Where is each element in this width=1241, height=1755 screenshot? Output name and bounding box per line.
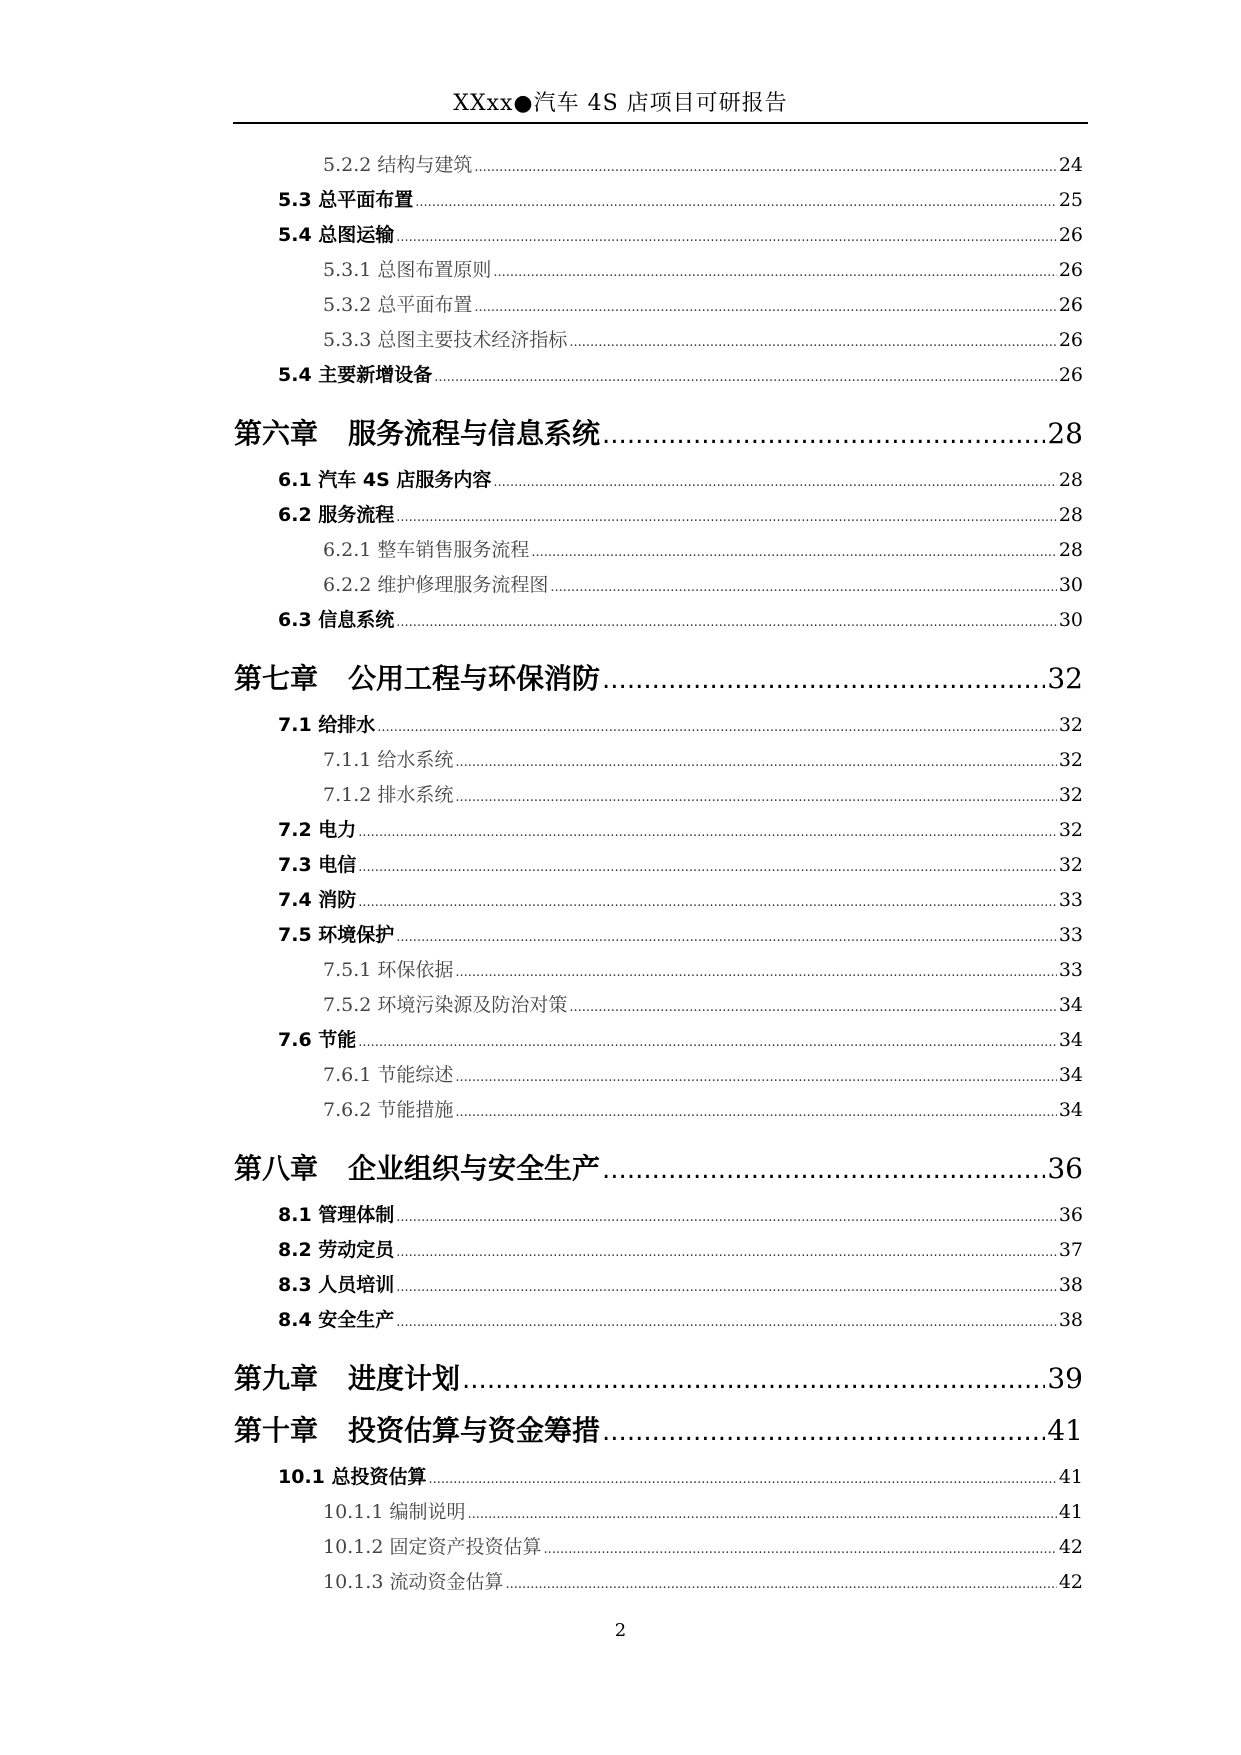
toc-leader-dots: [358, 1035, 1057, 1048]
toc-leader-dots: [377, 720, 1057, 733]
toc-page-number: 24: [1058, 154, 1083, 176]
toc-page-number: 34: [1058, 994, 1083, 1016]
toc-subsection[interactable]: [323, 150, 1083, 177]
toc-leader-dots: [550, 580, 1056, 593]
toc-page-number: 38: [1058, 1309, 1083, 1331]
toc-leader-dots: [434, 370, 1057, 383]
toc-leader-dots: [358, 860, 1057, 873]
toc-page-number: 36: [1058, 1204, 1083, 1226]
toc-page-number: 30: [1058, 574, 1083, 596]
toc-label: 6.2.1 整车销售服务流程: [323, 539, 530, 561]
toc-leader-dots: [358, 895, 1057, 908]
toc-label: 7.5 环境保护: [278, 924, 395, 946]
toc-page-number: 26: [1058, 364, 1083, 386]
toc-page-number: 30: [1058, 609, 1083, 631]
toc-page-number: 34: [1058, 1029, 1083, 1051]
toc-subsection[interactable]: [323, 780, 1083, 807]
toc-leader-dots: [543, 1542, 1056, 1555]
toc-leader-dots: [396, 510, 1057, 523]
toc-page-number: 32: [1058, 714, 1083, 736]
toc-leader-dots: [455, 1105, 1056, 1118]
toc-section[interactable]: [278, 1025, 1083, 1052]
toc-label: 5.3.3 总图主要技术经济指标: [323, 329, 568, 351]
toc-section[interactable]: [278, 815, 1083, 842]
toc-page-number: 32: [1058, 854, 1083, 876]
toc-leader-dots: [569, 1000, 1056, 1013]
toc-section[interactable]: [278, 710, 1083, 737]
toc-section[interactable]: [278, 220, 1083, 247]
toc-label: 7.1.1 给水系统: [323, 749, 454, 771]
toc-label: 公用工程与环保消防: [348, 662, 601, 695]
toc-leader-dots: [474, 300, 1056, 313]
toc-leader-dots: [396, 1280, 1057, 1293]
toc-subsection[interactable]: [323, 1567, 1083, 1594]
toc-subsection[interactable]: [323, 990, 1083, 1017]
toc-subsection[interactable]: [323, 1095, 1083, 1122]
toc-leader-dots: [602, 665, 1045, 691]
toc-section[interactable]: [278, 920, 1083, 947]
toc-leader-dots: [455, 755, 1056, 768]
toc-chapter-number: 第十章: [234, 1414, 319, 1447]
toc-label: 7.1.2 排水系统: [323, 784, 454, 806]
toc-leader-dots: [396, 1315, 1057, 1328]
toc-section[interactable]: [278, 1270, 1083, 1297]
toc-chapter[interactable]: [234, 1409, 1083, 1449]
toc-subsection[interactable]: [323, 290, 1083, 317]
toc-chapter[interactable]: [234, 1357, 1083, 1397]
toc-label: 10.1 总投资估算: [278, 1466, 427, 1488]
toc-page-number: 32: [1047, 662, 1083, 695]
toc-label: 8.2 劳动定员: [278, 1239, 395, 1261]
toc-section[interactable]: [278, 185, 1083, 212]
running-header: XXxx●汽车 4S 店项目可研报告: [453, 91, 788, 116]
toc-label: 7.3 电信: [278, 854, 357, 876]
toc-section[interactable]: [278, 360, 1083, 387]
toc-page-number: 37: [1058, 1239, 1083, 1261]
toc-subsection[interactable]: [323, 1532, 1083, 1559]
toc-leader-dots: [569, 335, 1056, 348]
toc-leader-dots: [455, 790, 1056, 803]
toc-label: 进度计划: [348, 1362, 461, 1395]
toc-label: 5.4 总图运输: [278, 224, 395, 246]
toc-page-number: 28: [1047, 417, 1083, 450]
toc-label: 6.3 信息系统: [278, 609, 395, 631]
toc-page-number: 26: [1058, 224, 1083, 246]
toc-leader-dots: [455, 1070, 1056, 1083]
toc-chapter-number: 第六章: [234, 417, 319, 450]
toc-leader-dots: [602, 420, 1045, 446]
toc-leader-dots: [505, 1577, 1056, 1590]
page-number: 2: [614, 1620, 627, 1641]
toc-subsection[interactable]: [323, 955, 1083, 982]
toc-label: 7.2 电力: [278, 819, 357, 841]
toc-page-number: 41: [1047, 1414, 1083, 1447]
toc-label: 6.2 服务流程: [278, 504, 395, 526]
toc-label: 5.2.2 结构与建筑: [323, 154, 473, 176]
toc-chapter-number: 第九章: [234, 1362, 319, 1395]
toc-page-number: 42: [1058, 1536, 1083, 1558]
toc-leader-dots: [455, 965, 1056, 978]
toc-leader-dots: [462, 1365, 1045, 1391]
toc-label: 7.5.1 环保依据: [323, 959, 454, 981]
toc-chapter[interactable]: [234, 412, 1083, 452]
toc-label: 7.4 消防: [278, 889, 357, 911]
toc-label: 投资估算与资金筹措: [348, 1414, 601, 1447]
toc-label: 7.6.1 节能综述: [323, 1064, 454, 1086]
toc-label: 5.4 主要新增设备: [278, 364, 433, 386]
toc-chapter-number: 第七章: [234, 662, 319, 695]
toc-section[interactable]: [278, 850, 1083, 877]
toc-page-number: 34: [1058, 1064, 1083, 1086]
toc-page-number: 38: [1058, 1274, 1083, 1296]
toc-page-number: 28: [1058, 539, 1083, 561]
toc-label: 6.2.2 维护修理服务流程图: [323, 574, 549, 596]
toc-leader-dots: [396, 1245, 1057, 1258]
toc-label: 企业组织与安全生产: [348, 1152, 601, 1185]
toc-page-number: 25: [1058, 189, 1083, 211]
toc-page-number: 26: [1058, 259, 1083, 281]
toc-page-number: 32: [1058, 749, 1083, 771]
toc-subsection[interactable]: [323, 535, 1083, 562]
toc-leader-dots: [415, 195, 1057, 208]
toc-leader-dots: [396, 230, 1057, 243]
toc-page-number: 36: [1047, 1152, 1083, 1185]
toc-leader-dots: [493, 265, 1056, 278]
toc-section[interactable]: [278, 1462, 1083, 1489]
toc-label: 10.1.3 流动资金估算: [323, 1571, 504, 1593]
toc-page-number: 32: [1058, 784, 1083, 806]
toc-label: 7.6.2 节能措施: [323, 1099, 454, 1121]
toc-section[interactable]: [278, 605, 1083, 632]
toc-label: 5.3.1 总图布置原则: [323, 259, 492, 281]
toc-page-number: 26: [1058, 294, 1083, 316]
toc-page-number: 33: [1058, 924, 1083, 946]
toc-label: 7.6 节能: [278, 1029, 357, 1051]
toc-leader-dots: [396, 1210, 1057, 1223]
toc-leader-dots: [474, 160, 1056, 173]
toc-page-number: 41: [1058, 1501, 1083, 1523]
toc-leader-dots: [493, 475, 1056, 488]
toc-section[interactable]: [278, 465, 1083, 492]
toc-leader-dots: [396, 615, 1057, 628]
toc-page-number: 26: [1058, 329, 1083, 351]
toc-page-number: 32: [1058, 819, 1083, 841]
toc-chapter-number: 第八章: [234, 1152, 319, 1185]
toc-leader-dots: [531, 545, 1056, 558]
toc-leader-dots: [467, 1507, 1056, 1520]
toc-section[interactable]: [278, 500, 1083, 527]
toc-subsection[interactable]: [323, 1497, 1083, 1524]
toc-leader-dots: [602, 1155, 1045, 1181]
toc-subsection[interactable]: [323, 325, 1083, 352]
toc-subsection[interactable]: [323, 745, 1083, 772]
toc-label: 7.5.2 环境污染源及防治对策: [323, 994, 568, 1016]
toc-label: 服务流程与信息系统: [348, 417, 601, 450]
toc-subsection[interactable]: [323, 1060, 1083, 1087]
toc-label: 8.3 人员培训: [278, 1274, 395, 1296]
toc-page-number: 33: [1058, 959, 1083, 981]
toc-label: 10.1.1 编制说明: [323, 1501, 466, 1523]
toc-leader-dots: [396, 930, 1057, 943]
toc-label: 8.4 安全生产: [278, 1309, 395, 1331]
toc-label: 5.3.2 总平面布置: [323, 294, 473, 316]
toc-section[interactable]: [278, 1305, 1083, 1332]
toc-section[interactable]: [278, 885, 1083, 912]
toc-label: 6.1 汽车 4S 店服务内容: [278, 469, 492, 491]
toc-subsection[interactable]: [323, 570, 1083, 597]
toc-label: 5.3 总平面布置: [278, 189, 414, 211]
toc-chapter[interactable]: [234, 1147, 1083, 1187]
toc-leader-dots: [602, 1417, 1045, 1443]
toc-label: 10.1.2 固定资产投资估算: [323, 1536, 542, 1558]
toc-page-number: 41: [1058, 1466, 1083, 1488]
toc-leader-dots: [358, 825, 1057, 838]
toc-section[interactable]: [278, 1200, 1083, 1227]
toc-page-number: 42: [1058, 1571, 1083, 1593]
toc-page-number: 34: [1058, 1099, 1083, 1121]
toc-page-number: 39: [1047, 1362, 1083, 1395]
toc-section[interactable]: [278, 1235, 1083, 1262]
toc-leader-dots: [429, 1472, 1057, 1485]
toc-page-number: 28: [1058, 469, 1083, 491]
toc-label: 7.1 给排水: [278, 714, 376, 736]
toc-label: 8.1 管理体制: [278, 1204, 395, 1226]
toc-chapter[interactable]: [234, 657, 1083, 697]
toc-page-number: 28: [1058, 504, 1083, 526]
toc-page-number: 33: [1058, 889, 1083, 911]
toc-subsection[interactable]: [323, 255, 1083, 282]
